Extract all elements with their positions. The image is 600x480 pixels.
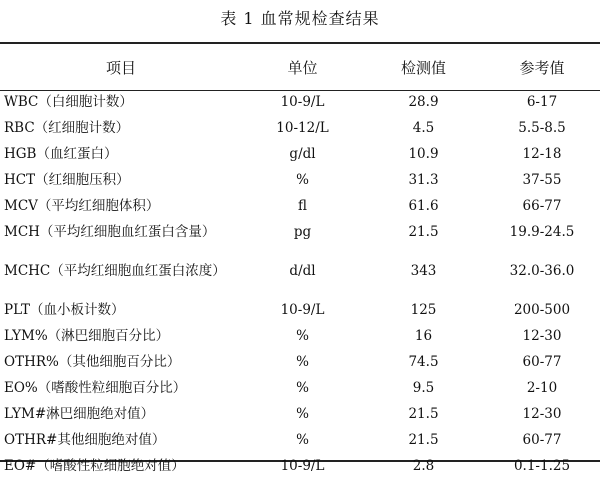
row-reference: 12-18 — [522, 146, 562, 162]
row-unit: fl — [297, 198, 307, 214]
table-row — [0, 324, 600, 350]
row-reference: 6-17 — [526, 94, 558, 110]
row-value: 4.5 — [412, 120, 435, 136]
table-row — [0, 168, 600, 194]
table-header — [0, 44, 600, 90]
row-value: 21.5 — [408, 406, 439, 422]
row-unit: % — [296, 328, 309, 344]
header-row — [0, 44, 600, 90]
row-reference: 60-77 — [522, 354, 562, 370]
row-value: 9.5 — [412, 380, 435, 396]
row-value: 21.5 — [408, 224, 439, 240]
header-value: 检测值 — [400, 58, 446, 77]
row-unit: pg — [293, 224, 312, 240]
table-row — [0, 298, 600, 324]
row-value: 61.6 — [408, 198, 439, 214]
row-reference: 200-500 — [513, 302, 571, 318]
row-value: 2.8 — [412, 458, 435, 474]
table-row — [0, 376, 600, 402]
blood-test-table — [0, 44, 600, 480]
row-item: LYM#淋巴细胞绝对值） — [4, 406, 155, 422]
table-row — [0, 116, 600, 142]
row-item: MCHC（平均红细胞血红蛋白浓度） — [4, 263, 226, 279]
table-row — [0, 350, 600, 376]
row-unit: g/dl — [289, 146, 316, 162]
row-unit: 10-9/L — [280, 94, 325, 110]
row-reference: 19.9-24.5 — [509, 224, 575, 240]
row-reference: 66-77 — [522, 198, 562, 214]
row-value: 21.5 — [408, 432, 439, 448]
row-reference: 12-30 — [522, 406, 562, 422]
row-unit: 10-12/L — [276, 120, 329, 136]
table-row — [0, 402, 600, 428]
row-reference: 12-30 — [522, 328, 562, 344]
row-value: 31.3 — [408, 172, 439, 188]
row-unit: 10-9/L — [280, 458, 325, 474]
row-unit: % — [296, 380, 309, 396]
row-unit: % — [296, 172, 309, 188]
row-item: PLT（血小板计数） — [4, 302, 125, 318]
header-reference: 参考值 — [519, 58, 565, 77]
row-reference: 37-55 — [522, 172, 562, 188]
header-unit: 单位 — [287, 58, 318, 77]
row-unit: 10-9/L — [280, 302, 325, 318]
row-item: HGB（血红蛋白） — [4, 146, 118, 162]
row-reference: 0.1-1.25 — [513, 458, 571, 474]
row-unit: % — [296, 354, 309, 370]
row-value: 343 — [410, 263, 437, 279]
table-title: 表 1 血常规检查结果 — [220, 9, 380, 28]
row-item: MCV（平均红细胞体积） — [4, 198, 160, 214]
row-value: 16 — [414, 328, 433, 344]
table-row — [0, 428, 600, 454]
table-row — [0, 142, 600, 168]
row-unit: % — [296, 432, 309, 448]
row-item: MCH（平均红细胞血红蛋白含量） — [4, 224, 216, 240]
row-value: 28.9 — [408, 94, 439, 110]
table-row — [0, 259, 600, 298]
table-row — [0, 90, 600, 116]
row-reference: 2-10 — [526, 380, 558, 396]
row-item: RBC（红细胞计数） — [4, 120, 130, 136]
row-unit: % — [296, 406, 309, 422]
row-value: 10.9 — [408, 146, 439, 162]
row-item: OTHR#其他细胞绝对值） — [4, 432, 166, 448]
table-row — [0, 454, 600, 480]
row-item: HCT（红细胞压积） — [4, 172, 130, 188]
row-unit: d/dl — [289, 263, 316, 279]
row-item: EO%（嗜酸性粒细胞百分比） — [4, 380, 187, 396]
row-value: 74.5 — [408, 354, 439, 370]
row-reference: 5.5-8.5 — [518, 120, 566, 136]
row-item: OTHR%（其他细胞百分比） — [4, 354, 181, 370]
table-row — [0, 194, 600, 220]
header-item: 项目 — [105, 58, 136, 77]
table-body — [0, 90, 600, 480]
row-reference: 32.0-36.0 — [509, 263, 575, 279]
row-item: LYM%（淋巴细胞百分比） — [4, 328, 170, 344]
row-value: 125 — [410, 302, 437, 318]
row-reference: 60-77 — [522, 432, 562, 448]
table-row — [0, 220, 600, 259]
row-item: EO#（嗜酸性粒细胞绝对值） — [4, 458, 185, 474]
row-item: WBC（白细胞计数） — [4, 94, 133, 110]
